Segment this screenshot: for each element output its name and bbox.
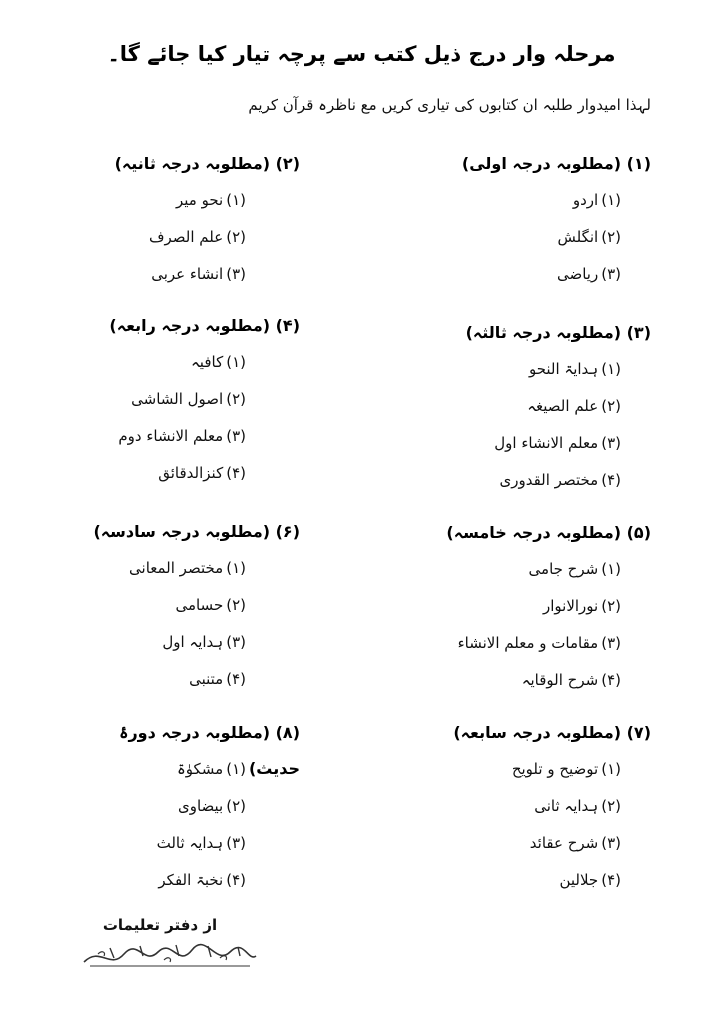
book-number: (۳): [601, 634, 621, 652]
book-number: (۲): [226, 228, 246, 246]
book-name: علم الصرف: [148, 228, 224, 246]
book-number: (۴): [601, 671, 621, 689]
book-name: اصول الشاشی: [131, 390, 224, 408]
level-heading: (۸) (مطلوبہ درجہ دورۂ حدیث): [119, 723, 300, 778]
book-list: [421, 351, 651, 499]
book-item: [421, 256, 651, 293]
level-block: [421, 515, 651, 715]
book-item: [70, 862, 300, 899]
book-number: (۳): [601, 265, 621, 283]
book-number: (۲): [226, 596, 246, 614]
book-list: [421, 751, 651, 899]
book-item: [421, 219, 651, 256]
book-number: (۳): [226, 834, 246, 852]
book-list: [421, 551, 651, 699]
book-number: (۳): [601, 834, 621, 852]
calligraphic-signature: [80, 940, 260, 972]
book-item: [421, 751, 651, 788]
page-title: مرحلہ وار درج ذیل کتب سے پرچہ تیار کیا جائے گا۔: [107, 42, 616, 66]
level-heading: (۶) (مطلوبہ درجہ سادسہ): [93, 522, 300, 541]
book-number: (۲): [226, 390, 246, 408]
book-item: [70, 624, 300, 661]
book-item: [421, 425, 651, 462]
book-name: معلم الانشاء دوم: [118, 427, 224, 445]
book-item: [70, 788, 300, 825]
book-item: [421, 862, 651, 899]
book-item: [70, 256, 300, 293]
book-name: ہدایہ ثالث: [156, 834, 224, 852]
book-number: (۱): [601, 560, 621, 578]
book-list: [70, 344, 300, 492]
book-name: مختصر القدوری: [499, 471, 599, 489]
book-name: جلالین: [559, 871, 599, 889]
left-column: [70, 146, 300, 899]
book-number: (۱): [601, 191, 621, 209]
book-number: (۳): [226, 265, 246, 283]
book-name: معلم الانشاء اول: [494, 434, 599, 452]
book-name: نحو میر: [176, 191, 224, 209]
book-item: [421, 825, 651, 862]
level-heading: (۲) (مطلوبہ درجہ ثانیہ): [114, 154, 300, 173]
level-heading: (۱) (مطلوبہ درجہ اولی): [461, 154, 651, 173]
level-block: [70, 146, 300, 308]
book-number: (۴): [226, 670, 246, 688]
book-name: مختصر المعانی: [129, 559, 224, 577]
book-item: [70, 219, 300, 256]
book-name: بیضاوی: [177, 797, 224, 815]
book-item: [70, 550, 300, 587]
book-name: ہدایہ اول: [162, 633, 224, 651]
level-block: [421, 315, 651, 515]
book-number: (۱): [226, 191, 246, 209]
level-block: [421, 715, 651, 899]
book-number: (۳): [226, 427, 246, 445]
book-item: [421, 551, 651, 588]
book-name: انشاء عربی: [151, 265, 224, 283]
book-name: نخبۃ الفکر: [158, 871, 224, 889]
book-number: (۱): [226, 353, 246, 371]
level-block: [70, 308, 300, 514]
book-item: [70, 455, 300, 492]
book-list: [70, 182, 300, 293]
book-item: [421, 588, 651, 625]
book-name: علم الصیغہ: [527, 397, 599, 415]
book-number: (۱): [226, 559, 246, 577]
book-item: [421, 462, 651, 499]
book-item: [421, 788, 651, 825]
book-number: (۱): [226, 760, 246, 778]
book-number: (۲): [601, 797, 621, 815]
signature-calligraphy-icon: [80, 940, 260, 972]
book-item: [421, 625, 651, 662]
book-name: اردو: [572, 191, 599, 209]
book-name: انگلش: [557, 228, 599, 246]
book-name: شرح الوقایہ: [521, 671, 599, 689]
book-name: حسامی: [175, 596, 224, 614]
level-block: [70, 715, 300, 899]
book-item: [70, 381, 300, 418]
book-number: (۱): [601, 360, 621, 378]
book-item: [70, 587, 300, 624]
book-name: شرح عقائد: [529, 834, 599, 852]
book-number: (۲): [226, 797, 246, 815]
book-list: [70, 550, 300, 698]
book-item: [421, 662, 651, 699]
book-name: کنزالدقائق: [158, 464, 224, 482]
book-number: (۴): [226, 871, 246, 889]
footer: [60, 916, 260, 972]
book-item: [421, 388, 651, 425]
book-number: (۱): [601, 760, 621, 778]
book-list: [421, 182, 651, 293]
book-item: [70, 418, 300, 455]
book-name: ہدایہ ثانی: [534, 797, 599, 815]
book-name: ریاضی: [556, 265, 599, 283]
book-name: مشکوٰۃ: [176, 760, 224, 778]
page-subtitle: لہذا امیدوار طلبہ ان کتابوں کی تیاری کریں مع ناظرہ قرآن کریم: [248, 96, 651, 114]
level-heading: (۵) (مطلوبہ درجہ خامسہ): [446, 523, 651, 542]
book-item: [70, 182, 300, 219]
book-item: [70, 344, 300, 381]
book-name: کافیہ: [191, 353, 224, 371]
book-number: (۲): [601, 228, 621, 246]
book-item: [70, 825, 300, 862]
book-name: ہدایۃ النحو: [528, 360, 599, 378]
level-block: [421, 146, 651, 315]
book-name: مقامات و معلم الانشاء: [457, 634, 599, 652]
level-heading: (۴) (مطلوبہ درجہ رابعہ): [109, 316, 300, 335]
book-item: [421, 182, 651, 219]
book-number: (۳): [601, 434, 621, 452]
level-heading: (۷) (مطلوبہ درجہ سابعہ): [453, 723, 651, 742]
book-item: [70, 661, 300, 698]
book-name: شرح جامی: [528, 560, 599, 578]
book-number: (۴): [601, 871, 621, 889]
level-block: [70, 514, 300, 715]
level-heading: (۳) (مطلوبہ درجہ ثالثہ): [465, 323, 651, 342]
book-number: (۴): [601, 471, 621, 489]
book-name: متنبی: [189, 670, 224, 688]
book-item: [421, 351, 651, 388]
book-number: (۳): [226, 633, 246, 651]
office-label: از دفتر تعلیمات: [102, 916, 218, 934]
book-number: (۴): [226, 464, 246, 482]
book-number: (۲): [601, 597, 621, 615]
book-number: (۲): [601, 397, 621, 415]
book-name: توضیح و تلویح: [511, 760, 599, 778]
right-column: [421, 146, 651, 899]
book-name: نورالانوار: [542, 597, 599, 615]
